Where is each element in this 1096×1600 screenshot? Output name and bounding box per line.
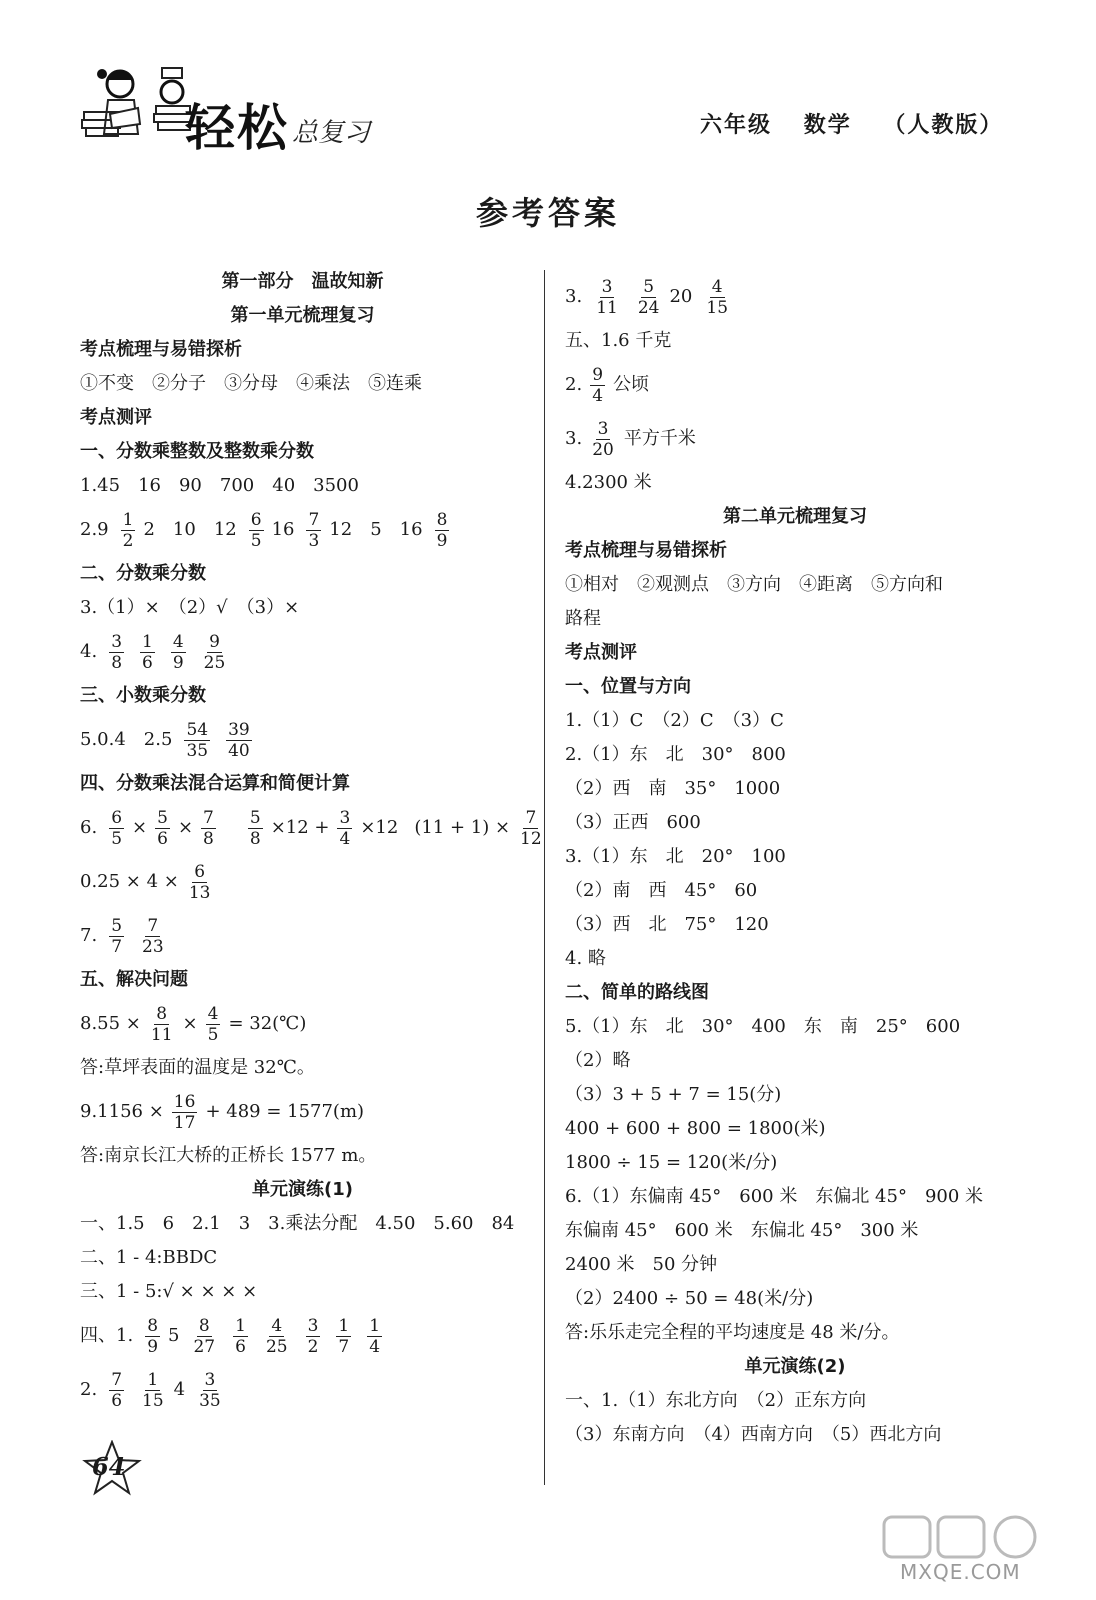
- fraction: [306, 1316, 321, 1357]
- numerator: 8: [198, 1315, 210, 1336]
- fraction: [435, 510, 450, 551]
- numerator: 8: [436, 509, 448, 530]
- fraction: [337, 808, 352, 849]
- denominator: 11: [596, 297, 618, 318]
- numerator: 1: [369, 1315, 381, 1336]
- kids-reading-illustration: [80, 64, 200, 140]
- denominator: 5: [207, 1024, 219, 1045]
- numerator: 3: [307, 1315, 319, 1336]
- answer-line: 4.2300 米: [565, 472, 652, 493]
- fraction: [187, 862, 213, 903]
- answer-text: 7.: [80, 925, 98, 946]
- answer-line: 东偏南 45° 600 米 东偏北 45° 300 米: [565, 1220, 919, 1241]
- watermark-text: MXQE.COM: [900, 1560, 1021, 1584]
- numerator: 1: [235, 1315, 246, 1336]
- answer-line: [565, 412, 1025, 466]
- denominator: 5: [111, 828, 123, 849]
- numerator: 4: [172, 631, 184, 652]
- numerator: 4: [207, 1003, 219, 1024]
- brand-subtitle: 总复习: [292, 118, 371, 148]
- denominator: 6: [111, 1390, 123, 1411]
- answer-line: （3）东南方向 （4）西南方向 （5）西北方向: [565, 1424, 942, 1445]
- right-column: [565, 270, 1025, 1452]
- fraction: [109, 916, 124, 957]
- numerator: 6: [250, 509, 262, 530]
- answer-line: [565, 358, 1025, 412]
- denominator: 35: [186, 740, 209, 761]
- fraction: [140, 1370, 166, 1411]
- answer-text: 8.55 ×: [80, 1013, 141, 1034]
- denominator: 8: [249, 828, 261, 849]
- numerator: 54: [186, 719, 209, 740]
- subject-label: 数学: [803, 113, 852, 138]
- page-title: 参考答案: [475, 194, 620, 232]
- fraction: [233, 1316, 248, 1357]
- numerator: 7: [147, 915, 159, 936]
- answer-line: 1800 ÷ 15 = 120(米/分): [565, 1152, 778, 1173]
- denominator: 2: [307, 1336, 319, 1357]
- denominator: 4: [369, 1336, 381, 1357]
- answer-text: 16: [271, 519, 295, 540]
- answer-line: 1.45 16 90 700 40 3500: [80, 475, 359, 496]
- answer-text: ×12: [360, 817, 399, 838]
- section-heading: 考点测评: [565, 642, 637, 663]
- answer-text: 公顷: [613, 374, 650, 395]
- numerator: 1: [122, 509, 134, 530]
- denominator: 25: [203, 652, 226, 673]
- edition-label: （人教版）: [883, 113, 1004, 138]
- answer-line: 答:南京长江大桥的正桥长 1577 m。: [80, 1145, 377, 1166]
- drill2-title: 单元演练(2): [744, 1356, 846, 1377]
- numerator: 3: [111, 631, 123, 652]
- answer-text: (11 + 1) ×: [414, 817, 511, 838]
- answer-line: （3）3 + 5 + 7 = 15(分): [565, 1084, 782, 1105]
- answer-text: 6.: [80, 817, 98, 838]
- drill1-title: 单元演练(1): [252, 1179, 353, 1200]
- denominator: 27: [193, 1336, 216, 1357]
- answer-line: [80, 801, 542, 855]
- numerator: 5: [111, 915, 123, 936]
- numerator: 16: [173, 1091, 196, 1112]
- numerator: 6: [111, 807, 123, 828]
- fraction: [109, 808, 124, 849]
- section-heading: 考点梳理与易错探析: [80, 339, 242, 360]
- answer-line: 1.（1）C （2）C （3）C: [565, 710, 784, 731]
- operator: ×: [132, 817, 148, 838]
- fraction: [109, 1370, 124, 1411]
- answer-text: 20: [669, 286, 693, 307]
- denominator: 2: [122, 530, 134, 551]
- denominator: 5: [250, 530, 262, 551]
- numerator: 7: [308, 509, 320, 530]
- fraction: [518, 808, 544, 849]
- denominator: 4: [339, 828, 351, 849]
- denominator: 12: [520, 828, 542, 849]
- section-heading: 二、分数乘分数: [80, 563, 206, 584]
- answer-line: ①相对 ②观测点 ③方向 ④距离 ⑤方向和: [565, 574, 943, 595]
- answer-line: 一、1.5 6 2.1 3 3.乘法分配 4.50 5.60 84: [80, 1213, 515, 1234]
- fraction: [172, 1092, 198, 1133]
- denominator: 11: [150, 1024, 173, 1045]
- answer-line: （3）正西 600: [565, 812, 701, 833]
- answer-text: 平方千米: [623, 428, 696, 449]
- answer-line: 五、1.6 千克: [565, 330, 672, 351]
- answer-text: 12 5 16: [329, 519, 423, 540]
- numerator: 7: [111, 1369, 123, 1390]
- answer-line: 路程: [565, 608, 601, 629]
- answer-line: （2）2400 ÷ 50 = 48(米/分): [565, 1288, 814, 1309]
- answer-line: 5.（1）东 北 30° 400 东 南 25° 600: [565, 1016, 961, 1037]
- answer-line: [80, 1085, 525, 1139]
- fraction: [590, 419, 616, 460]
- section-heading: 三、小数乘分数: [80, 685, 206, 706]
- fraction: [155, 808, 170, 849]
- fraction: [636, 277, 662, 318]
- denominator: 8: [203, 828, 214, 849]
- section-heading: 一、分数乘整数及整数乘分数: [80, 441, 314, 462]
- denominator: 23: [142, 936, 164, 957]
- answer-text: 2.: [80, 1379, 98, 1400]
- section-heading: 四、分数乘法混合运算和简便计算: [80, 773, 350, 794]
- numerator: 6: [194, 861, 206, 882]
- fraction: [249, 510, 264, 551]
- fraction: [201, 808, 216, 849]
- answer-line: （3）西 北 75° 120: [565, 914, 769, 935]
- numerator: 9: [209, 631, 220, 652]
- numerator: 7: [203, 807, 214, 828]
- answer-line: 2400 米 50 分钟: [565, 1254, 718, 1275]
- numerator: 1: [147, 1369, 159, 1390]
- answer-line: 400 + 600 + 800 = 1800(米): [565, 1118, 826, 1139]
- denominator: 9: [172, 652, 184, 673]
- numerator: 5: [643, 276, 655, 297]
- fraction: [306, 510, 321, 551]
- denominator: 25: [265, 1336, 288, 1357]
- denominator: 20: [592, 439, 614, 460]
- fraction: [197, 1370, 223, 1411]
- answer-line: [80, 503, 525, 557]
- answer-line: [565, 270, 1025, 324]
- book-info: [700, 108, 1025, 139]
- answer-line: （2）西 南 35° 1000: [565, 778, 781, 799]
- numerator: 3: [339, 807, 351, 828]
- fraction: [226, 720, 252, 761]
- fraction: [171, 632, 186, 673]
- numerator: 5: [157, 807, 168, 828]
- numerator: 8: [147, 1315, 159, 1336]
- answer-text: 9.1156 ×: [80, 1101, 164, 1122]
- left-column: [80, 265, 542, 1417]
- answer-text: 5.0.4 2.5: [80, 729, 173, 750]
- answer-text: 2 10 12: [143, 519, 237, 540]
- denominator: 9: [436, 530, 448, 551]
- grade-label: 六年级: [700, 113, 773, 138]
- denominator: 7: [338, 1336, 350, 1357]
- numerator: 5: [249, 807, 261, 828]
- fraction: [704, 277, 730, 318]
- answer-text: 3.: [565, 428, 583, 449]
- fraction: [367, 1316, 382, 1357]
- numerator: 4: [271, 1315, 283, 1336]
- answer-line: 三、1 - 5:√ × × × ×: [80, 1281, 258, 1302]
- fraction: [149, 1004, 175, 1045]
- answer-text: 2.: [565, 374, 583, 395]
- numerator: 7: [525, 807, 537, 828]
- fraction: [140, 632, 155, 673]
- denominator: 7: [111, 936, 123, 957]
- fraction: [202, 632, 228, 673]
- answer-line: [80, 625, 525, 679]
- section-heading: 五、解决问题: [80, 969, 188, 990]
- brand-title: 轻松: [185, 98, 289, 157]
- denominator: 24: [637, 297, 660, 318]
- column-divider: [544, 270, 545, 1485]
- unit1-title: 第一单元梳理复习: [230, 305, 375, 326]
- denominator: 35: [199, 1390, 221, 1411]
- answer-line: [80, 1309, 525, 1363]
- denominator: 15: [706, 297, 729, 318]
- section-heading: 一、位置与方向: [565, 676, 691, 697]
- denominator: 17: [173, 1112, 196, 1133]
- fraction: [248, 808, 263, 849]
- denominator: 40: [228, 740, 250, 761]
- answer-line: 2.（1）东 北 30° 800: [565, 744, 786, 765]
- denominator: 8: [111, 652, 123, 673]
- answer-line: [80, 997, 525, 1051]
- answer-line: （2）略: [565, 1050, 631, 1071]
- operator: ×: [177, 817, 194, 838]
- answer-line: [80, 1363, 525, 1417]
- numerator: 9: [592, 364, 604, 385]
- answer-line: 4. 略: [565, 948, 606, 969]
- fraction: [590, 365, 605, 406]
- fraction: [121, 510, 136, 551]
- denominator: 3: [308, 530, 320, 551]
- answer-text: ×12 +: [270, 817, 330, 838]
- numerator: 1: [142, 631, 153, 652]
- answer-line: 3.（1）东 北 20° 100: [565, 846, 786, 867]
- numerator: 3: [597, 418, 609, 439]
- denominator: 15: [142, 1390, 164, 1411]
- denominator: 13: [188, 882, 211, 903]
- operator: ×: [182, 1013, 198, 1034]
- answer-text: 4: [173, 1379, 186, 1400]
- denominator: 9: [147, 1336, 159, 1357]
- answer-line: （2）南 西 45° 60: [565, 880, 758, 901]
- answer-text: 3.: [565, 286, 583, 307]
- denominator: 6: [142, 652, 153, 673]
- answer-text: = 32(℃): [228, 1013, 307, 1034]
- section-heading: 考点梳理与易错探析: [565, 540, 727, 561]
- fraction: [191, 1316, 217, 1357]
- fraction: [264, 1316, 290, 1357]
- answer-text: 四、1.: [80, 1325, 134, 1346]
- denominator: 4: [592, 385, 604, 406]
- fraction: [336, 1316, 351, 1357]
- denominator: 6: [157, 828, 168, 849]
- numerator: 3: [601, 276, 613, 297]
- answer-line: [80, 909, 525, 963]
- numerator: 39: [228, 719, 250, 740]
- answer-text: + 489 = 1577(m): [205, 1101, 365, 1122]
- numerator: 1: [338, 1315, 350, 1336]
- fraction: [594, 277, 620, 318]
- answer-line: 3.（1）× （2）√ （3）×: [80, 597, 300, 618]
- answer-line: [80, 713, 525, 767]
- answer-line: 二、1 - 4:BBDC: [80, 1247, 218, 1268]
- answer-line: [80, 855, 525, 909]
- numerator: 4: [711, 276, 723, 297]
- answer-text: 2.9: [80, 519, 109, 540]
- unit2-title: 第二单元梳理复习: [723, 506, 867, 527]
- answer-line: 答:乐乐走完全程的平均速度是 48 米/分。: [565, 1322, 900, 1343]
- fraction: [140, 916, 166, 957]
- answer-line: ①不变 ②分子 ③分母 ④乘法 ⑤连乘: [80, 373, 422, 394]
- fraction: [109, 632, 124, 673]
- part-title: 第一部分 温故知新: [221, 271, 384, 292]
- answer-text: 0.25 × 4 ×: [80, 871, 179, 892]
- answer-text: 5: [168, 1325, 180, 1346]
- fraction: [206, 1004, 221, 1045]
- fraction: [184, 720, 210, 761]
- numerator: 3: [204, 1369, 216, 1390]
- answer-line: 答:草坪表面的温度是 32℃。: [80, 1057, 315, 1078]
- numerator: 8: [156, 1003, 168, 1024]
- answer-line: 一、1.（1）东北方向 （2）正东方向: [565, 1390, 867, 1411]
- page-number: 64: [92, 1452, 126, 1481]
- section-heading: 二、简单的路线图: [565, 982, 709, 1003]
- denominator: 6: [235, 1336, 246, 1357]
- answer-line: 6.（1）东偏南 45° 600 米 东偏北 45° 900 米: [565, 1186, 984, 1207]
- answer-text: 4.: [80, 641, 98, 662]
- fraction: [145, 1316, 160, 1357]
- section-heading: 考点测评: [80, 407, 152, 428]
